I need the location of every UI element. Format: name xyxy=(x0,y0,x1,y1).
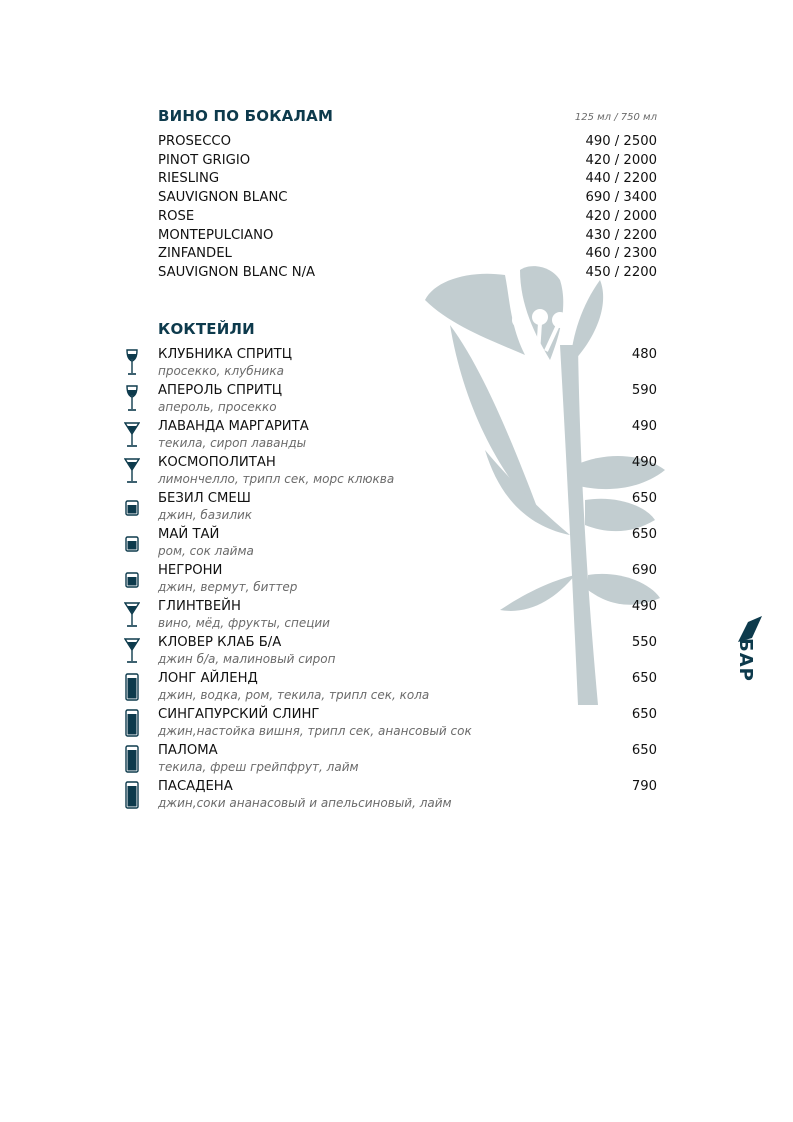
wine-item-price: 690 / 3400 xyxy=(585,190,657,206)
cocktail-item-name: ПАЛОМА xyxy=(158,743,218,758)
cocktail-item-description: текила, фреш грейпфрут, лайм xyxy=(158,760,359,774)
cocktail-item-name: ПАСАДЕНА xyxy=(158,779,233,794)
highball-glass-icon xyxy=(124,673,140,701)
cocktail-item-description: апероль, просекко xyxy=(158,400,277,414)
cocktail-glass-icon xyxy=(124,421,140,449)
cocktail-item-price: 650 xyxy=(631,527,657,542)
wine-item-name: SAUVIGNON BLANC N/A xyxy=(158,264,316,280)
wine-item xyxy=(158,228,657,247)
cocktail-item-name: СИНГАПУРСКИЙ СЛИНГ xyxy=(158,707,320,722)
cocktail-item-name: АПЕРОЛЬ СПРИТЦ xyxy=(158,383,282,398)
bar-tab-label: БАР xyxy=(735,638,756,682)
cocktail-glass-icon xyxy=(124,457,140,485)
wine-item xyxy=(158,190,657,209)
cocktail-item-price: 490 xyxy=(631,419,657,434)
highball-glass-icon xyxy=(124,709,140,737)
wine-glass-icon xyxy=(124,385,140,413)
cocktail-item-price: 650 xyxy=(631,671,657,686)
wine-item-name: PINOT GRIGIO xyxy=(158,152,251,168)
wine-section-title: ВИНО ПО БОКАЛАМ xyxy=(158,107,334,125)
cocktail-item-description: ром, сок лайма xyxy=(158,544,254,558)
cocktail-item-price: 790 xyxy=(631,779,657,794)
wine-item-price: 440 / 2200 xyxy=(585,171,657,187)
cocktail-item-price: 550 xyxy=(631,635,657,650)
cocktail-item-price: 480 xyxy=(631,347,657,362)
cocktail-item-price: 590 xyxy=(631,383,657,398)
wine-item xyxy=(158,265,657,284)
cocktail-item xyxy=(158,455,657,491)
cocktail-item-description: просекко, клубника xyxy=(158,364,284,378)
cocktail-item xyxy=(158,347,657,383)
rocks-glass-icon xyxy=(124,529,140,557)
wine-item-name: ZINFANDEL xyxy=(158,246,232,262)
cocktails-section-title: КОКТЕЙЛИ xyxy=(158,320,255,338)
wine-item-price: 420 / 2000 xyxy=(585,208,657,224)
cocktail-item-name: КОСМОПОЛИТАН xyxy=(158,455,276,470)
cocktail-item-description: джин, базилик xyxy=(158,508,253,522)
wine-item xyxy=(158,134,657,153)
cocktail-item xyxy=(158,491,657,527)
cocktail-item xyxy=(158,383,657,419)
wine-item-name: MONTEPULCIANO xyxy=(158,227,274,243)
wine-item xyxy=(158,209,657,228)
cocktail-item-description: лимончелло, трипл сек, морс клюква xyxy=(158,472,395,486)
cocktail-item-description: текила, сироп лаванды xyxy=(158,436,307,450)
wine-glass-icon xyxy=(124,349,140,377)
cocktail-item-name: ГЛИНТВЕЙН xyxy=(158,599,241,614)
highball-glass-icon xyxy=(124,745,140,773)
cocktail-item xyxy=(158,419,657,455)
cocktail-item-description: джин,соки ананасовый и апельсиновый, лайм xyxy=(158,796,452,810)
cocktail-item xyxy=(158,743,657,779)
cocktail-item-price: 690 xyxy=(631,563,657,578)
cocktail-item-description: джин, вермут, биттер xyxy=(158,580,298,594)
cocktail-item xyxy=(158,599,657,635)
cocktail-item-description: джин,настойка вишня, трипл сек, анансовый сок xyxy=(158,724,472,738)
cocktail-item-name: МАЙ ТАЙ xyxy=(158,527,220,542)
cocktail-item-price: 650 xyxy=(631,743,657,758)
volume-label: 125 мл / 750 мл xyxy=(574,112,657,123)
cocktail-item-price: 650 xyxy=(631,491,657,506)
cocktail-item xyxy=(158,707,657,743)
rocks-glass-icon xyxy=(124,493,140,521)
cocktail-item-name: КЛУБНИКА СПРИТЦ xyxy=(158,347,292,362)
wine-item-price: 420 / 2000 xyxy=(585,152,657,168)
cocktail-item-description: джин б/а, малиновый сироп xyxy=(158,652,336,666)
cocktail-item xyxy=(158,635,657,671)
wine-item-name: RIESLING xyxy=(158,171,220,187)
wine-item-price: 460 / 2300 xyxy=(585,246,657,262)
cocktail-glass-icon xyxy=(124,637,140,665)
bar-tab-marker xyxy=(728,616,768,690)
wine-item-price: 490 / 2500 xyxy=(585,134,657,149)
cocktail-item-description: джин, водка, ром, текила, трипл сек, кола xyxy=(158,688,430,702)
wine-item xyxy=(158,171,657,190)
cocktail-item-description: вино, мёд, фрукты, специи xyxy=(158,616,330,630)
cocktail-item-price: 490 xyxy=(631,455,657,470)
wine-item-name: PROSECCO xyxy=(158,134,231,149)
wine-item-name: ROSE xyxy=(158,208,195,224)
cocktail-item xyxy=(158,779,657,815)
cocktail-item-name: ЛОНГ АЙЛЕНД xyxy=(158,671,258,686)
cocktail-item-price: 650 xyxy=(631,707,657,722)
cocktail-glass-icon xyxy=(124,601,140,629)
rocks-glass-icon xyxy=(124,565,140,593)
cocktail-item-price: 490 xyxy=(631,599,657,614)
cocktail-item-name: НЕГРОНИ xyxy=(158,563,223,578)
cocktail-item-name: БЕЗИЛ СМЕШ xyxy=(158,491,251,506)
wine-item xyxy=(158,246,657,265)
cocktail-item-name: КЛОВЕР КЛАБ Б/А xyxy=(158,635,282,650)
cocktail-item xyxy=(158,671,657,707)
wine-item-price: 430 / 2200 xyxy=(585,227,657,243)
wine-item xyxy=(158,153,657,172)
wine-item-price: 450 / 2200 xyxy=(585,264,657,280)
wine-item-name: SAUVIGNON BLANC xyxy=(158,190,288,206)
cocktail-item-name: ЛАВАНДА МАРГАРИТА xyxy=(158,419,309,434)
cocktail-item xyxy=(158,563,657,599)
cocktail-item xyxy=(158,527,657,563)
highball-glass-icon xyxy=(124,781,140,809)
